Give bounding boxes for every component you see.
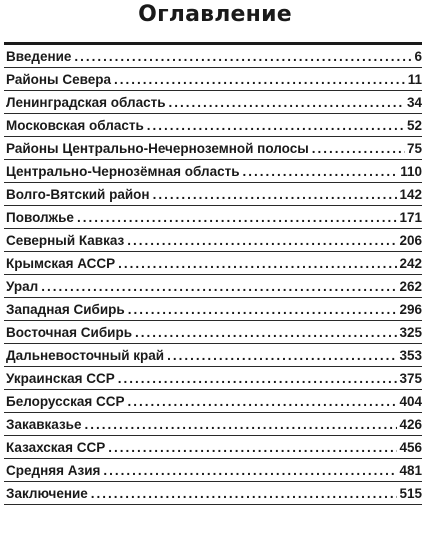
toc-entry-page-number: 456 bbox=[399, 440, 422, 455]
toc-entry-page-number: 52 bbox=[406, 118, 422, 133]
toc-dot-leader bbox=[91, 485, 398, 502]
toc-entry-title: Введение bbox=[6, 49, 72, 64]
toc-entry[interactable] bbox=[4, 183, 422, 206]
toc-entry-page-number: 404 bbox=[399, 394, 422, 409]
toc-entry-page-number: 296 bbox=[399, 302, 422, 317]
toc-dot-leader bbox=[118, 370, 398, 387]
toc-entry-title: Восточная Сибирь bbox=[6, 325, 133, 340]
toc-dot-leader bbox=[108, 439, 397, 456]
toc-entry-page-number: 34 bbox=[406, 95, 422, 110]
toc-dot-leader bbox=[135, 324, 397, 341]
toc-entry-title: Поволжье bbox=[6, 210, 74, 225]
toc-dot-leader bbox=[41, 278, 397, 295]
toc-dot-leader bbox=[167, 347, 397, 364]
toc-entry[interactable] bbox=[4, 344, 422, 367]
toc-entry-title: Районы Центрально-Нечерноземной полосы bbox=[6, 141, 309, 156]
toc-entry-title: Московская область bbox=[6, 118, 144, 133]
toc-dot-leader bbox=[153, 186, 398, 203]
toc-entry-title: Западная Сибирь bbox=[6, 302, 125, 317]
toc-entry-page-number: 375 bbox=[399, 371, 422, 386]
toc-entry[interactable] bbox=[4, 459, 422, 482]
toc-entry-title: Ленинградская область bbox=[6, 95, 166, 110]
toc-entry[interactable] bbox=[4, 45, 422, 68]
toc-entry-title: Районы Севера bbox=[6, 72, 111, 87]
toc-entry-page-number: 325 bbox=[399, 325, 422, 340]
toc-entry[interactable] bbox=[4, 68, 422, 91]
toc-dot-leader bbox=[77, 209, 398, 226]
toc-dot-leader bbox=[312, 140, 405, 157]
toc-entry-page-number: 75 bbox=[406, 141, 422, 156]
toc-entry[interactable] bbox=[4, 436, 422, 459]
toc-entry-title: Крымская АССР bbox=[6, 256, 116, 271]
toc-entry-page-number: 171 bbox=[399, 210, 422, 225]
toc-list bbox=[4, 45, 422, 505]
toc-entry[interactable] bbox=[4, 137, 422, 160]
toc-entry[interactable] bbox=[4, 160, 422, 183]
toc-dot-leader bbox=[243, 163, 399, 180]
toc-entry[interactable] bbox=[4, 275, 422, 298]
toc-entry-page-number: 353 bbox=[399, 348, 422, 363]
toc-entry-page-number: 426 bbox=[399, 417, 422, 432]
toc-entry[interactable] bbox=[4, 367, 422, 390]
toc-dot-leader bbox=[128, 393, 398, 410]
toc-entry[interactable] bbox=[4, 229, 422, 252]
toc-dot-leader bbox=[127, 232, 397, 249]
toc-entry-title: Центрально-Чернозёмная область bbox=[6, 164, 240, 179]
toc-entry[interactable] bbox=[4, 390, 422, 413]
toc-entry-page-number: 206 bbox=[399, 233, 422, 248]
toc-entry[interactable] bbox=[4, 114, 422, 137]
toc-dot-leader bbox=[103, 462, 397, 479]
toc-entry-page-number: 142 bbox=[399, 187, 422, 202]
toc-dot-leader bbox=[118, 255, 397, 272]
toc-entry[interactable] bbox=[4, 91, 422, 114]
toc-entry[interactable] bbox=[4, 206, 422, 229]
toc-entry-page-number: 6 bbox=[414, 49, 422, 64]
toc-entry[interactable] bbox=[4, 321, 422, 344]
toc-entry[interactable] bbox=[4, 413, 422, 436]
toc-entry[interactable] bbox=[4, 482, 422, 505]
toc-entry-title: Украинская ССР bbox=[6, 371, 115, 386]
toc-dot-leader bbox=[114, 71, 406, 88]
toc-entry-title: Северный Кавказ bbox=[6, 233, 125, 248]
toc-dot-leader bbox=[84, 416, 397, 433]
toc-entry-page-number: 11 bbox=[407, 72, 422, 87]
toc-entry-title: Дальневосточный край bbox=[6, 348, 165, 363]
toc-entry-title: Урал bbox=[6, 279, 39, 294]
toc-entry-page-number: 262 bbox=[399, 279, 422, 294]
toc-entry-page-number: 515 bbox=[399, 486, 422, 501]
toc-entry-page-number: 481 bbox=[399, 463, 422, 478]
toc-entry-page-number: 110 bbox=[400, 164, 422, 179]
toc-entry-title: Средняя Азия bbox=[6, 463, 101, 478]
toc-entry[interactable] bbox=[4, 252, 422, 275]
toc-dot-leader bbox=[128, 301, 398, 318]
page-title: Оглавление bbox=[138, 2, 292, 27]
toc-entry-title: Казахская ССР bbox=[6, 440, 106, 455]
toc-dot-leader bbox=[147, 117, 405, 134]
toc-dot-leader bbox=[169, 94, 405, 111]
toc-entry-title: Заключение bbox=[6, 486, 88, 501]
toc-dot-leader bbox=[74, 48, 412, 65]
toc-entry[interactable] bbox=[4, 298, 422, 321]
toc-entry-title: Закавказье bbox=[6, 417, 82, 432]
toc-entry-page-number: 242 bbox=[399, 256, 422, 271]
toc-entry-title: Белорусская ССР bbox=[6, 394, 125, 409]
toc-entry-title: Волго-Вятский район bbox=[6, 187, 150, 202]
